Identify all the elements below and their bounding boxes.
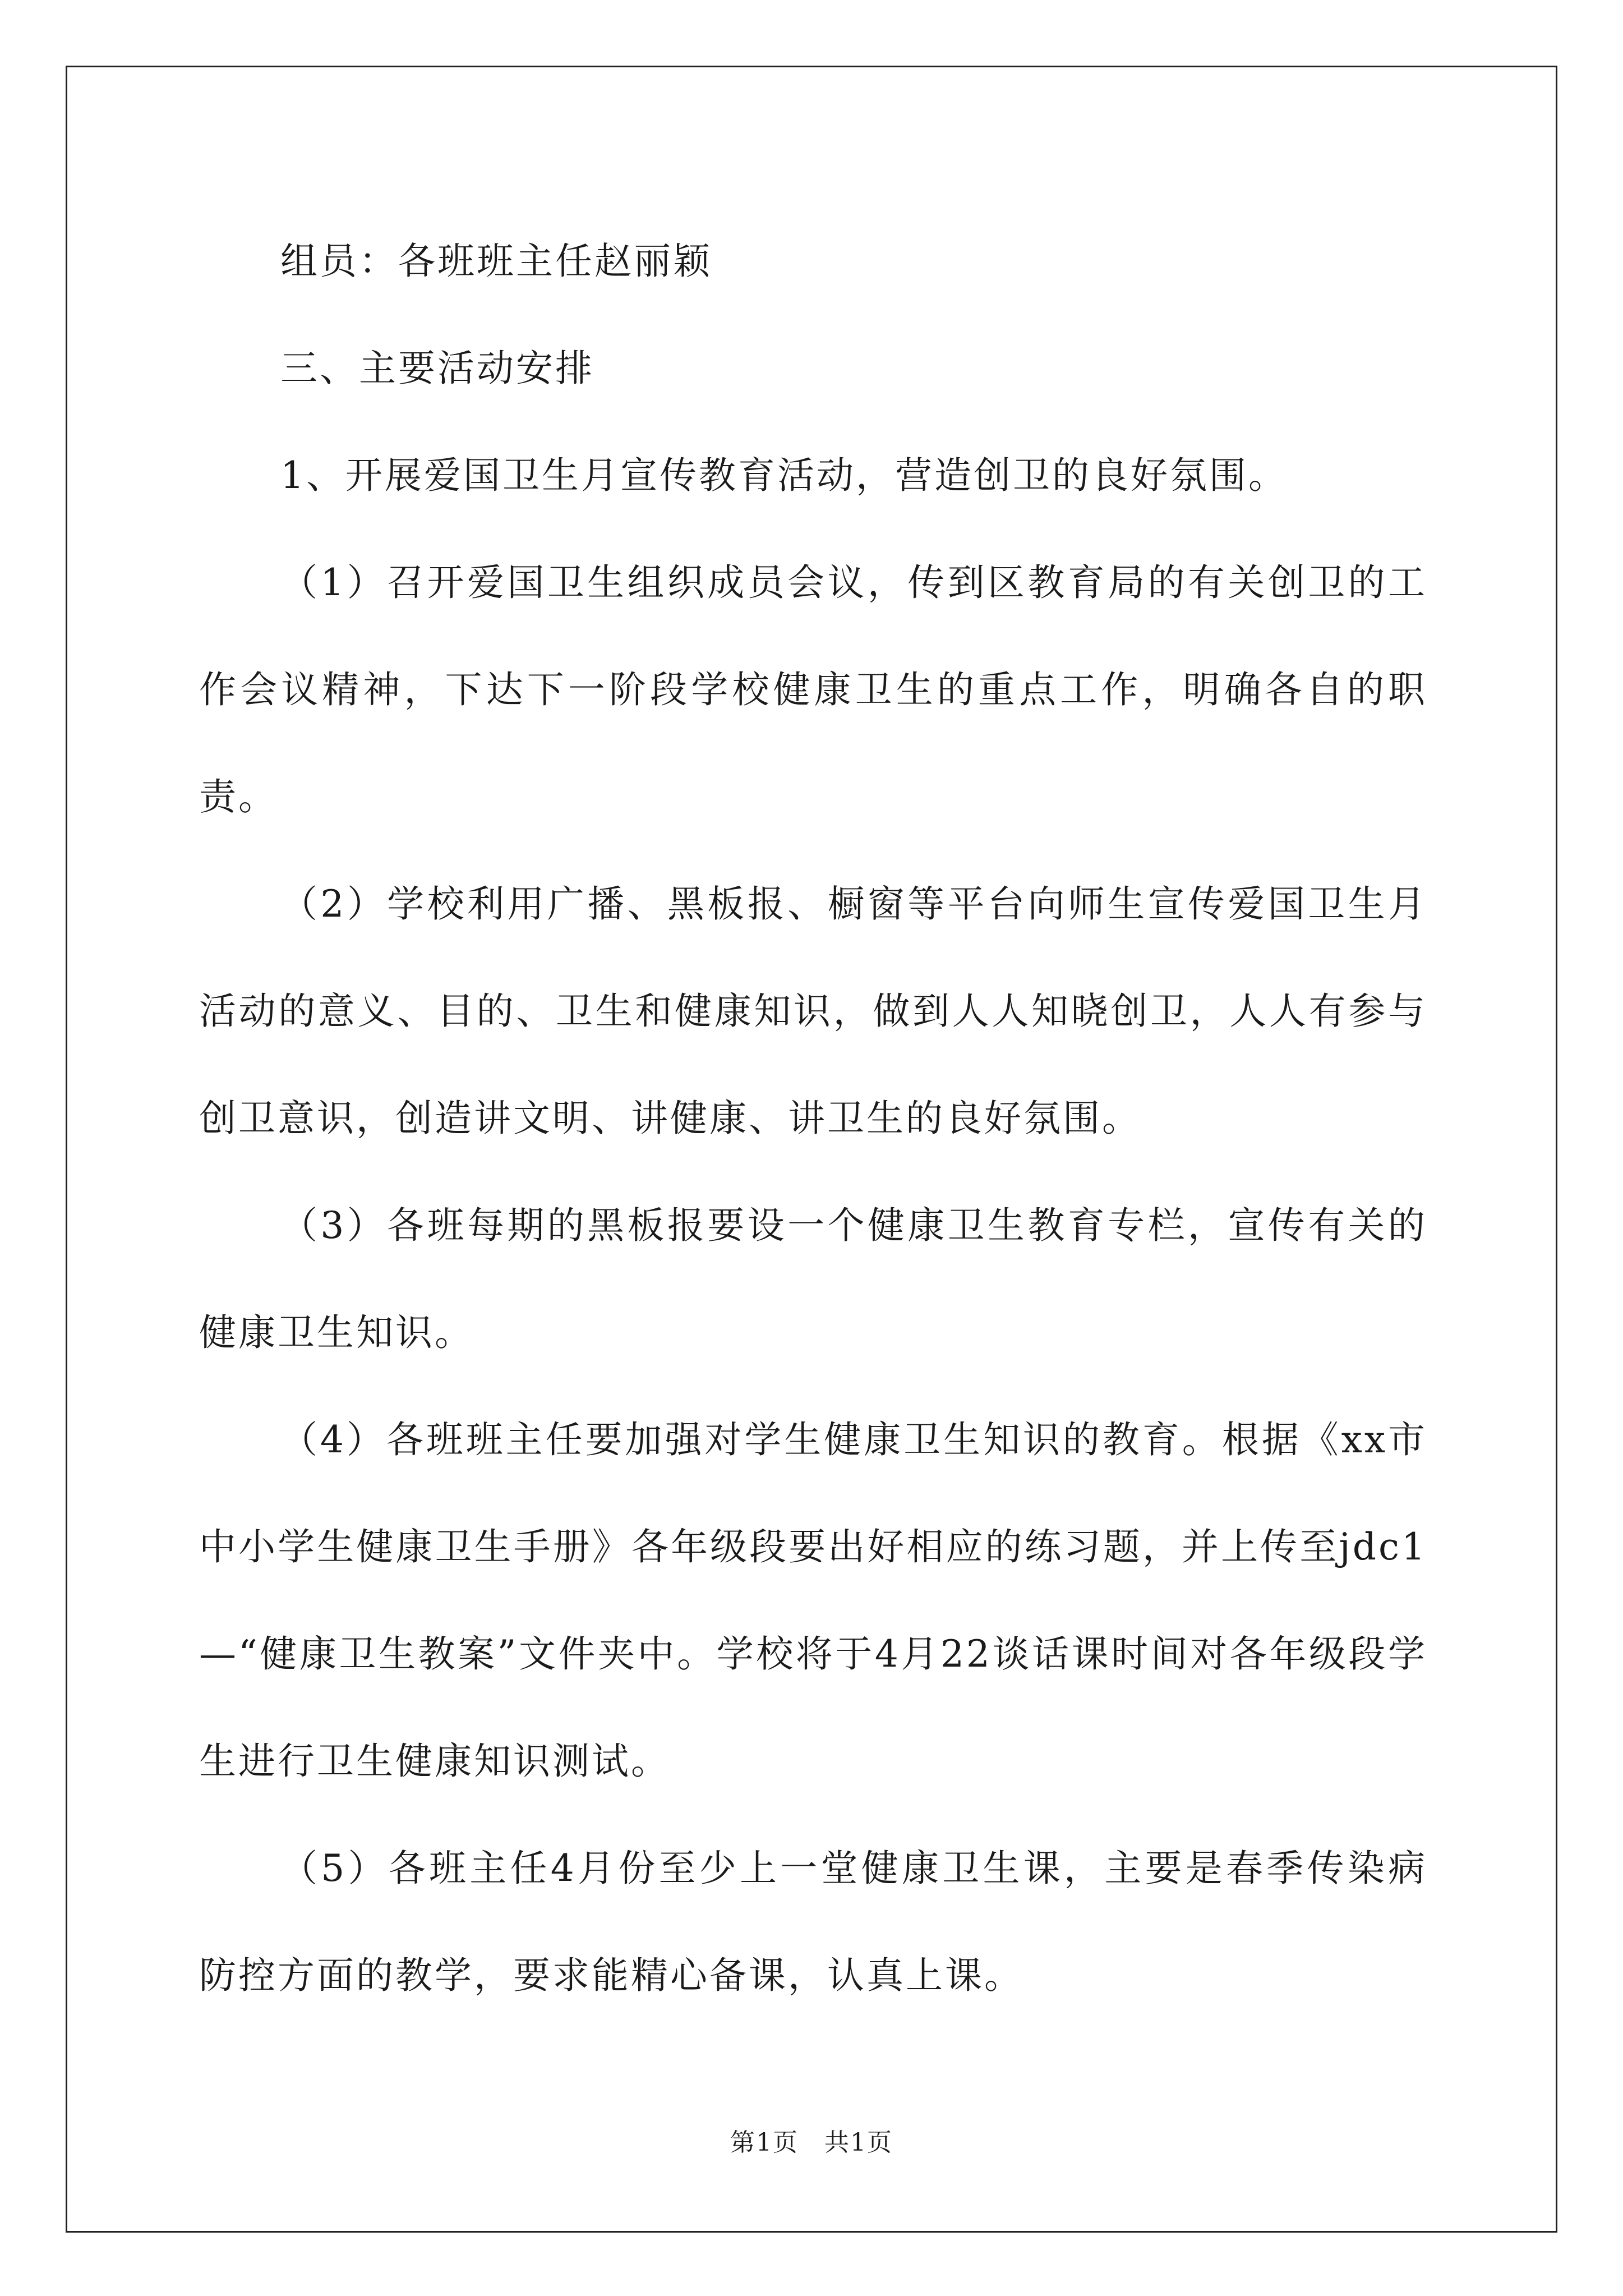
paragraph-members: 组员：各班班主任赵丽颖 xyxy=(280,240,712,283)
paragraph-sub-3: （3）各班每期的黑板报要设一个健康卫生教育专栏，宣传有关的健康卫生知识。 xyxy=(199,1204,1427,1354)
paragraph-sub-1: （1）召开爱国卫生组织成员会议，传到区教育局的有关创卫的工作会议精神，下达下一阶段学校健康卫生的重点工作，明确各自的职责。 xyxy=(199,561,1427,818)
paragraph-sub-5: （5）各班主任4月份至少上一堂健康卫生课，主要是春季传染病防控方面的教学，要求能精心备课，认真上课。 xyxy=(199,1847,1427,1997)
paragraph-sub-2: （2）学校利用广播、黑板报、橱窗等平台向师生宣传爱国卫生月活动的意义、目的、卫生和健康知识，做到人人知晓创卫，人人有参与创卫意识，创造讲文明、讲健康、讲卫生的良好氛围。 xyxy=(199,882,1427,1140)
paragraph-item-1: 1、开展爱国卫生月宣传教育活动，营造创卫的良好氛围。 xyxy=(280,454,1288,497)
document-body xyxy=(199,208,1427,2029)
paragraph-sub-4: （4）各班班主任要加强对学生健康卫生知识的教育。根据《xx市中小学生健康卫生手册》各年级段要出好相应的练习题，并上传至jdc1—“健康卫生教案”文件夹中。学校将于4月22谈话课时间对各年级段学生进行卫生健康知识测试。 xyxy=(199,1418,1427,1783)
paragraph-section-heading: 三、主要活动安排 xyxy=(280,347,594,390)
page-footer: 第1页 共1页 xyxy=(730,2128,893,2157)
